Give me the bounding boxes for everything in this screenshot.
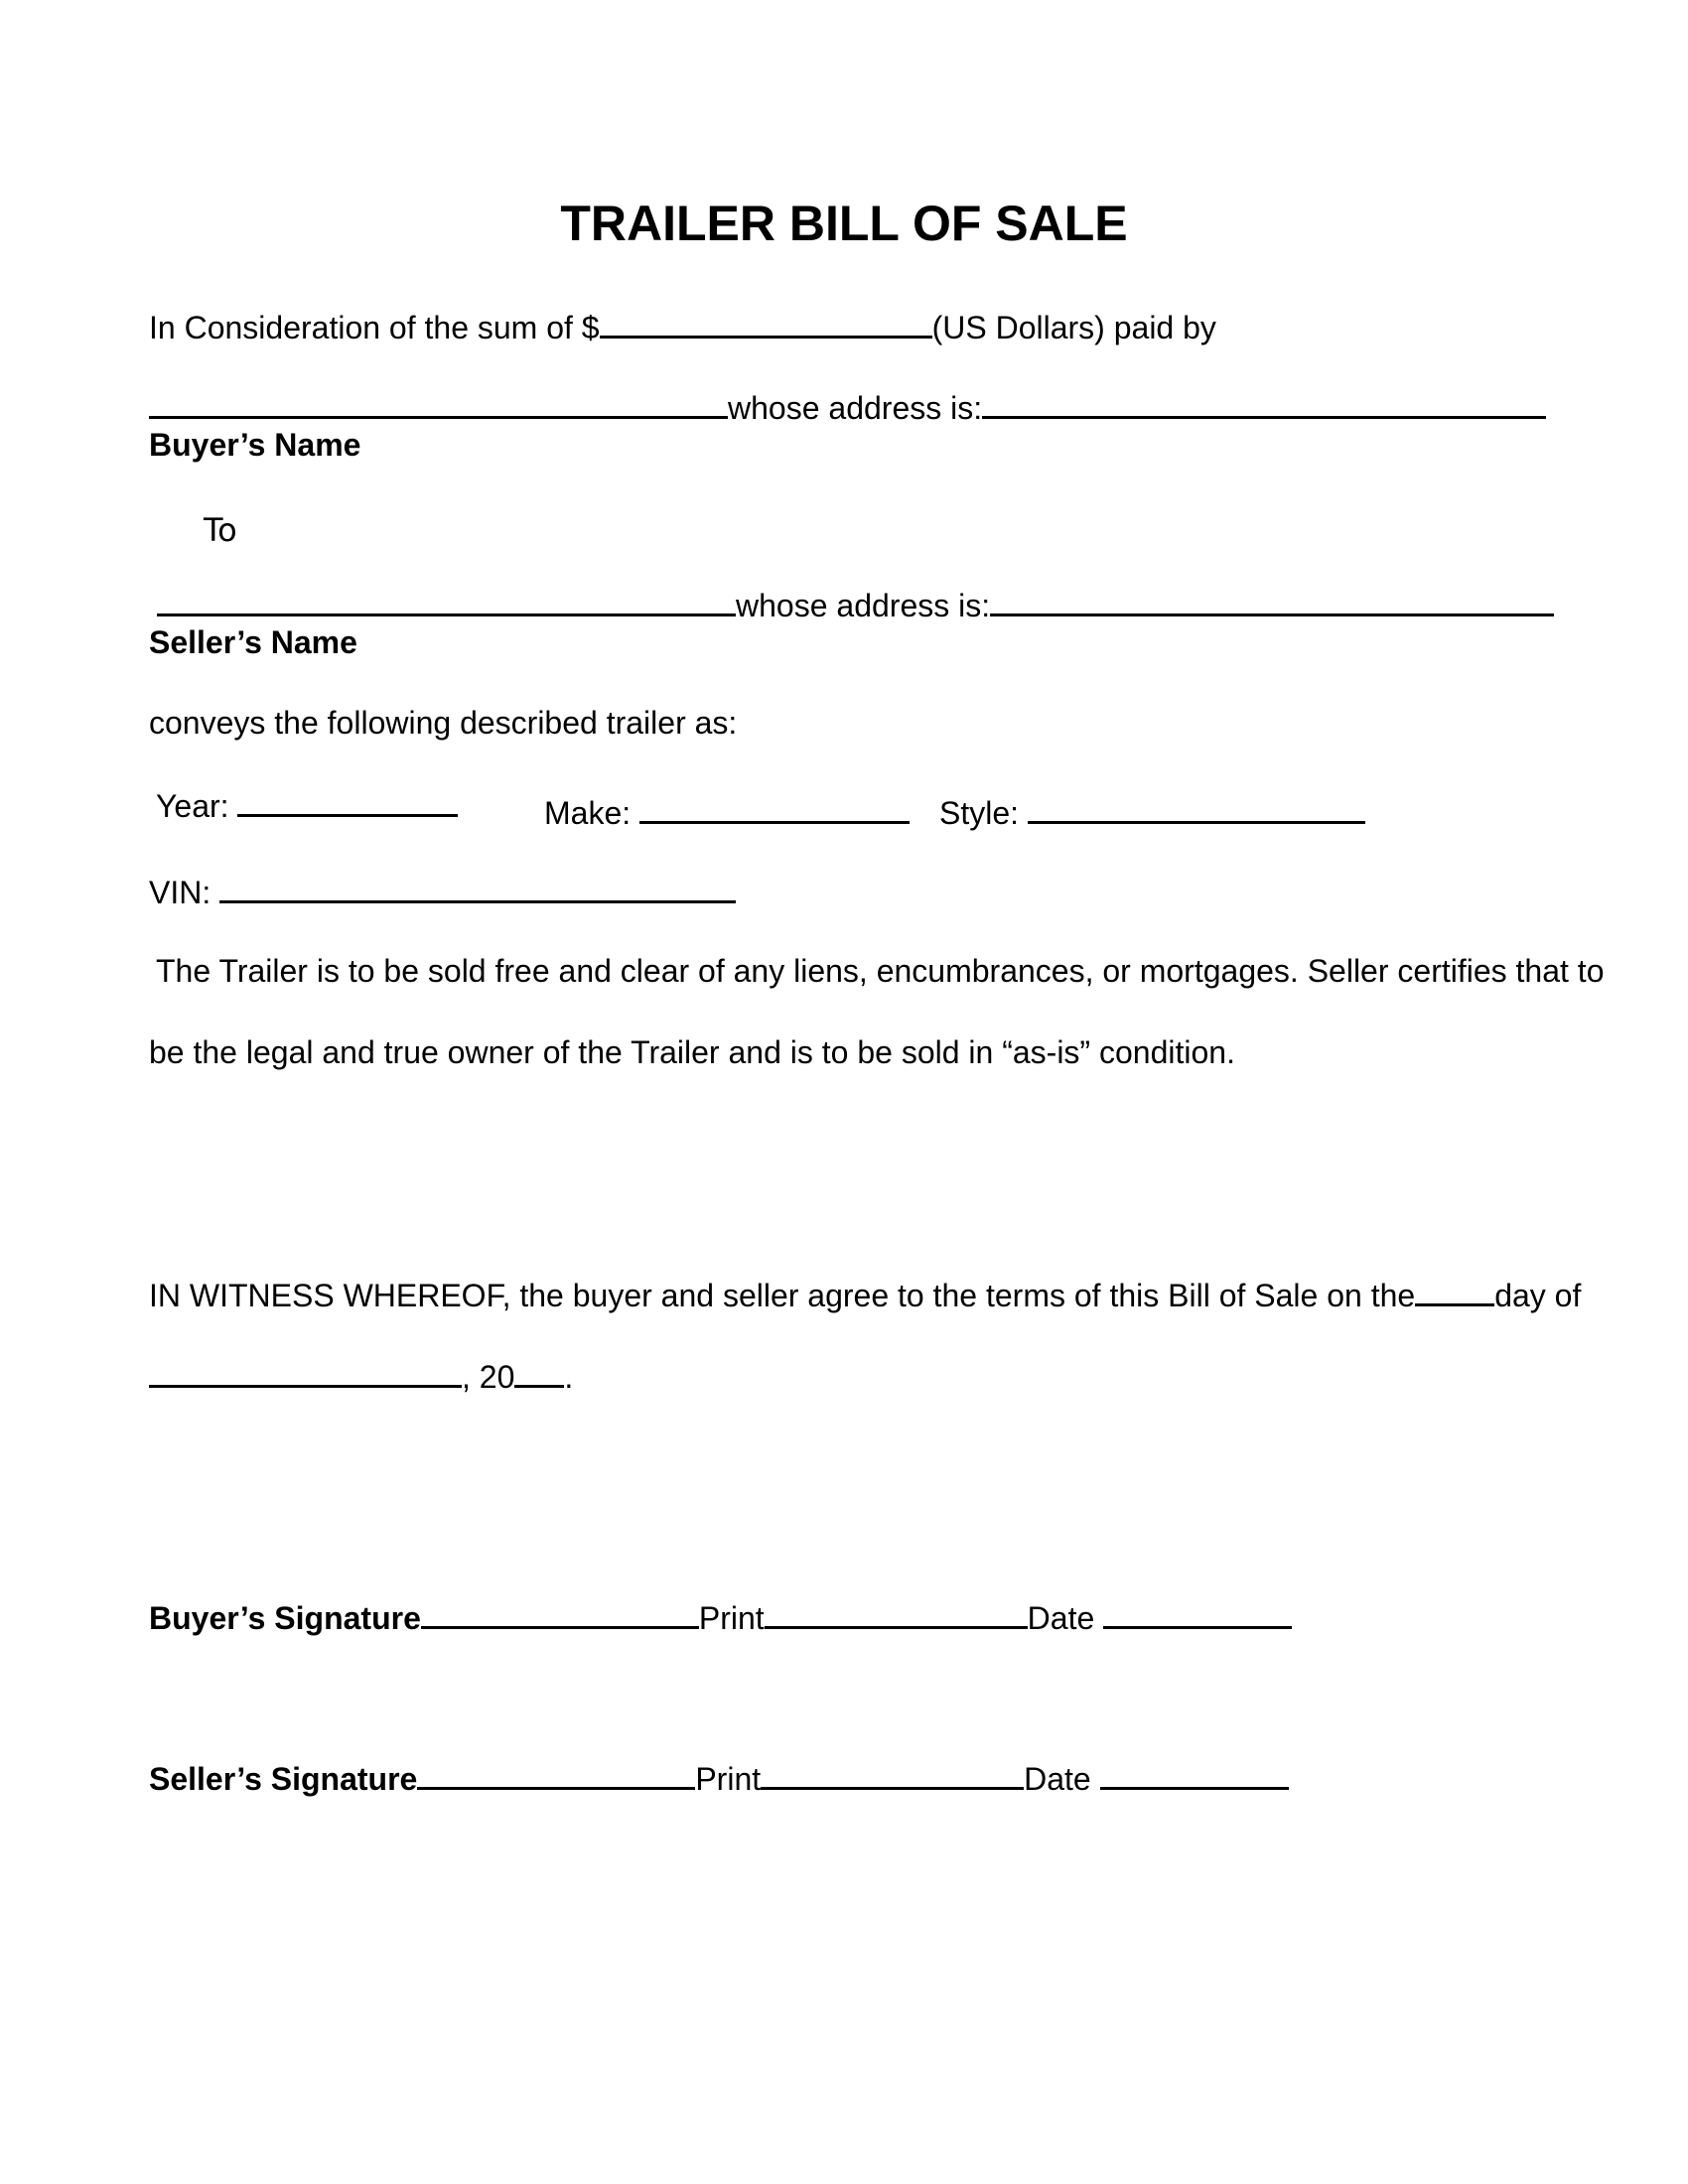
consideration-line [149, 306, 1216, 347]
style-label: Style: [939, 795, 1020, 831]
conveys-text: conveys the following described trailer as: [149, 705, 738, 741]
seller-print-field[interactable] [761, 1757, 1024, 1790]
seller-date-label: Date [1024, 1761, 1091, 1797]
consideration-prefix: In Consideration of the sum of $ [149, 310, 600, 345]
style-row [939, 791, 1365, 833]
seller-signature-label: Seller’s Signature [149, 1761, 418, 1797]
month-field[interactable] [149, 1355, 462, 1388]
witness-text: IN WITNESS WHEREOF, the buyer and seller agree to the terms of this Bill of Sale on the [149, 1278, 1416, 1313]
year-row [156, 784, 458, 826]
buyer-name-field[interactable] [149, 386, 728, 419]
seller-signature-row [149, 1757, 1289, 1799]
amount-field[interactable] [600, 306, 932, 339]
make-field[interactable] [639, 791, 910, 824]
seller-signature-field[interactable] [417, 1757, 695, 1790]
make-label: Make: [544, 795, 632, 831]
witness-period: . [564, 1359, 574, 1395]
year-suffix-field[interactable] [514, 1355, 564, 1388]
terms-line-1: The Trailer is to be sold free and clear of any liens, encumbrances, or mortgages. Seller certifies that to [156, 953, 1605, 989]
buyer-signature-label: Buyer’s Signature [149, 1600, 421, 1636]
witness-line-2 [149, 1355, 573, 1397]
year-label: Year: [156, 788, 229, 824]
seller-print-label: Print [695, 1761, 762, 1797]
buyer-address-line [149, 386, 1546, 428]
buyer-print-label: Print [698, 1600, 765, 1636]
style-field[interactable] [1028, 791, 1365, 824]
buyer-print-field[interactable] [765, 1596, 1028, 1629]
buyer-date-label: Date [1027, 1600, 1095, 1636]
make-row [544, 791, 910, 833]
buyer-signature-field[interactable] [421, 1596, 699, 1629]
seller-address-field[interactable] [990, 584, 1554, 616]
year-field[interactable] [237, 784, 458, 817]
year-prefix: , 20 [462, 1359, 515, 1395]
day-of-text: day of [1494, 1278, 1582, 1313]
buyer-name-caption: Buyer’s Name [149, 427, 361, 463]
vin-field[interactable] [219, 871, 736, 903]
seller-date-field[interactable] [1100, 1757, 1289, 1790]
buyer-signature-row [149, 1596, 1292, 1638]
document-title: TRAILER BILL OF SALE [560, 196, 1128, 251]
seller-address-label: whose address is: [736, 588, 991, 623]
buyer-address-label: whose address is: [728, 390, 983, 426]
seller-name-field[interactable] [157, 584, 736, 616]
seller-address-line [157, 584, 1554, 625]
vin-label: VIN: [149, 875, 211, 910]
buyer-address-field[interactable] [982, 386, 1546, 419]
day-field[interactable] [1415, 1274, 1494, 1306]
to-label: To [204, 511, 237, 549]
seller-name-caption: Seller’s Name [149, 624, 357, 660]
terms-line-2: be the legal and true owner of the Trailer and is to be sold in “as-is” condition. [149, 1034, 1235, 1070]
witness-line-1 [149, 1274, 1581, 1315]
vin-row [149, 871, 736, 912]
consideration-suffix: (US Dollars) paid by [931, 310, 1216, 345]
buyer-date-field[interactable] [1103, 1596, 1292, 1629]
